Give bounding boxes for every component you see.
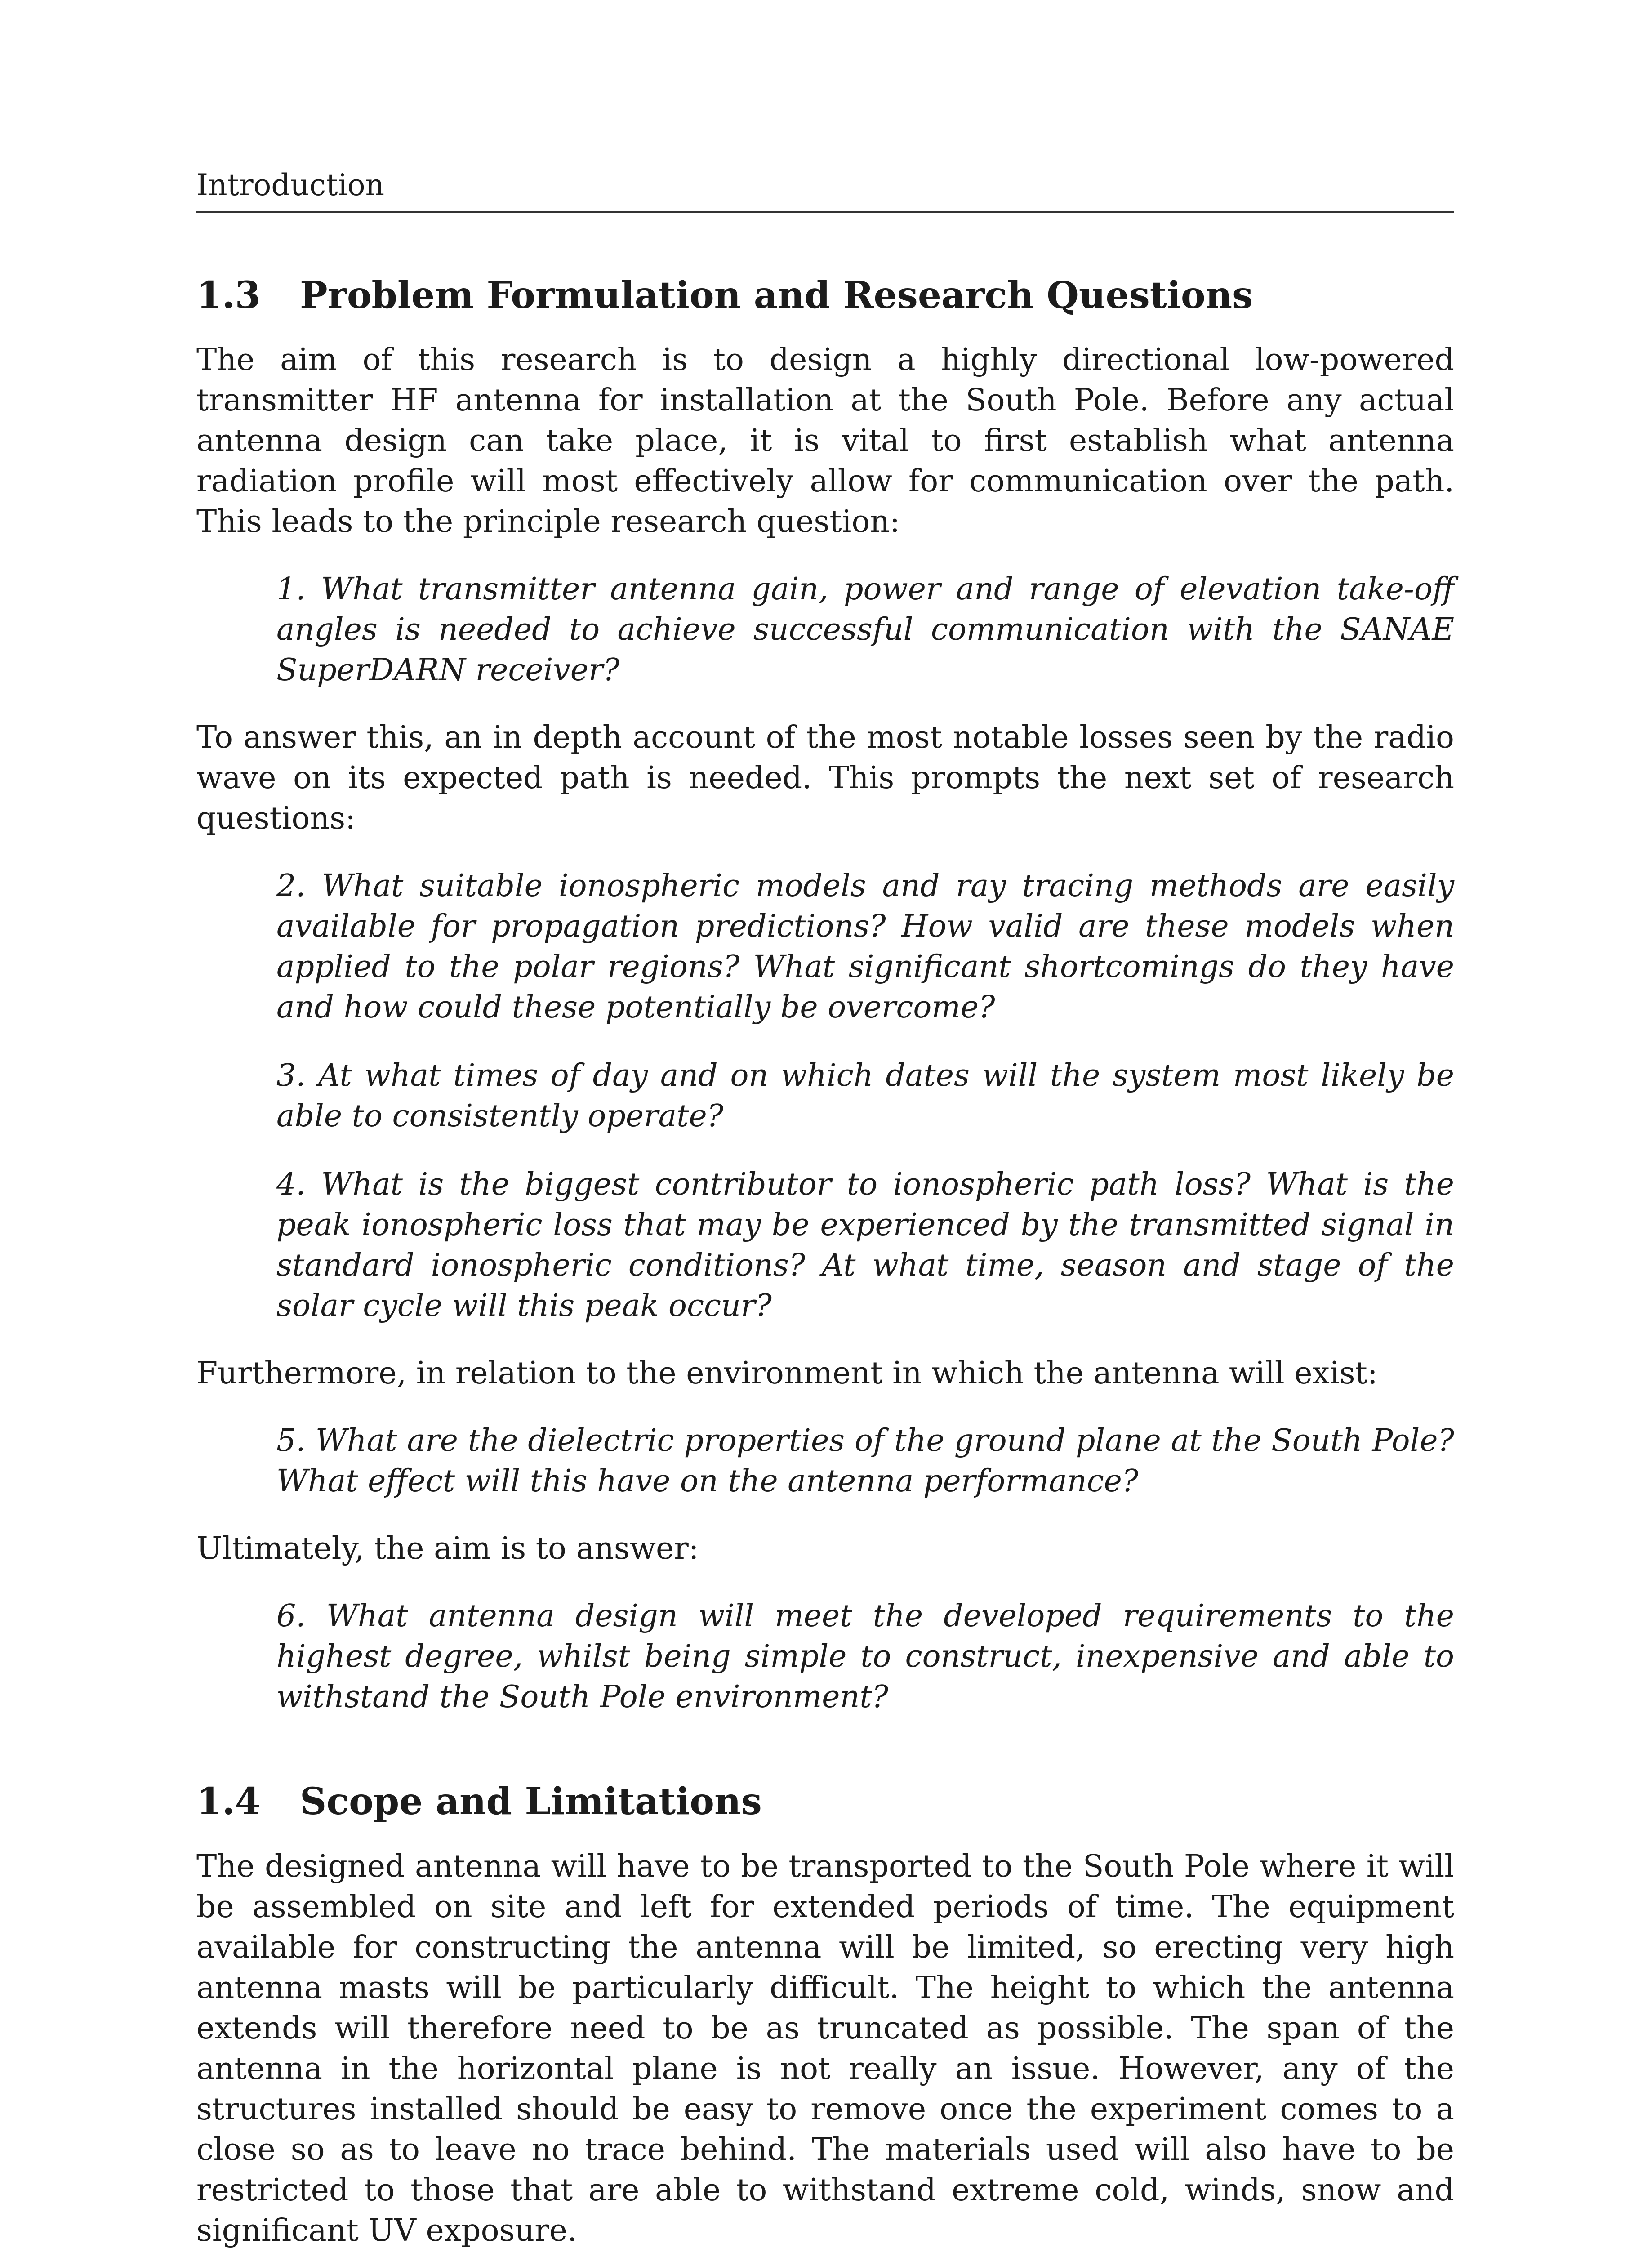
paragraph-scope: The designed antenna will have to be transported to the South Pole where it will be assembled on site and left for extended periods of time. The equipment available for constructing the antenna will be limited, so erecting very high antenna masts will be particularly difficult. The height to which the antenna extends will therefore need to be as truncated as possible. The span of the antenna in the horizontal plane is not really an issue. However, any of the structures installed should be easy to remove once the experiment comes to a close so as to leave no trace behind. The materials used will also have to be restricted to those that are able to withstand extreme cold, winds, snow and significant UV exposure.	[196, 1848, 1454, 2248]
page-content	[196, 274, 1454, 2248]
paragraph-losses: To answer this, an in depth account of the most notable losses seen by the radio wave on its expected path is needed. This prompts the next set of research questions:	[196, 720, 1454, 837]
section-heading-1-4	[196, 1780, 1454, 1823]
research-question-2: 2. What suitable ionospheric models and ray tracing methods are easily available for propagation predictions? How valid are these models when applied to the polar regions? What significant shortcomings do they have and how could these potentially be overcome?	[276, 868, 1454, 1026]
paragraph-intro: The aim of this research is to design a highly directional low-powered transmitter HF antenna for installation at the South Pole. Before any actual antenna design can take place, it is vital to first establish what antenna radiation profile will most effectively allow for communication over the path. This leads to the principle research question:	[196, 342, 1454, 540]
running-header: Introduction	[196, 168, 384, 202]
research-question-1: 1. What transmitter antenna gain, power and range of elevation take-off angles is needed to achieve successful communication with the SANAE SuperDARN receiver?	[276, 571, 1454, 688]
section-title: Problem Formulation and Research Questions	[300, 274, 1253, 317]
section-number: 1.4	[196, 1780, 261, 1824]
paragraph-ultimately: Ultimately, the aim is to answer:	[196, 1531, 699, 1567]
paragraph-environment: Furthermore, in relation to the environment in which the antenna will exist:	[196, 1356, 1378, 1392]
research-question-3: 3. At what times of day and on which dates will the system most likely be able to consistently operate?	[276, 1058, 1454, 1134]
section-title: Scope and Limitations	[300, 1780, 762, 1824]
research-question-6: 6. What antenna design will meet the developed requirements to the highest degree, whilst being simple to construct, inexpensive and able to withstand the South Pole environment?	[276, 1598, 1454, 1715]
section-number: 1.3	[196, 274, 261, 317]
section-heading-1-3	[196, 274, 1454, 317]
header-rule	[196, 211, 1454, 213]
research-question-5: 5. What are the dielectric properties of the ground plane at the South Pole? What effect will this have on the antenna performance?	[276, 1423, 1454, 1499]
research-question-4: 4. What is the biggest contributor to ionospheric path loss? What is the peak ionospheric loss that may be experienced by the transmitted signal in standard ionospheric conditions? At what time, season and stage of the solar cycle will this peak occur?	[276, 1167, 1454, 1324]
